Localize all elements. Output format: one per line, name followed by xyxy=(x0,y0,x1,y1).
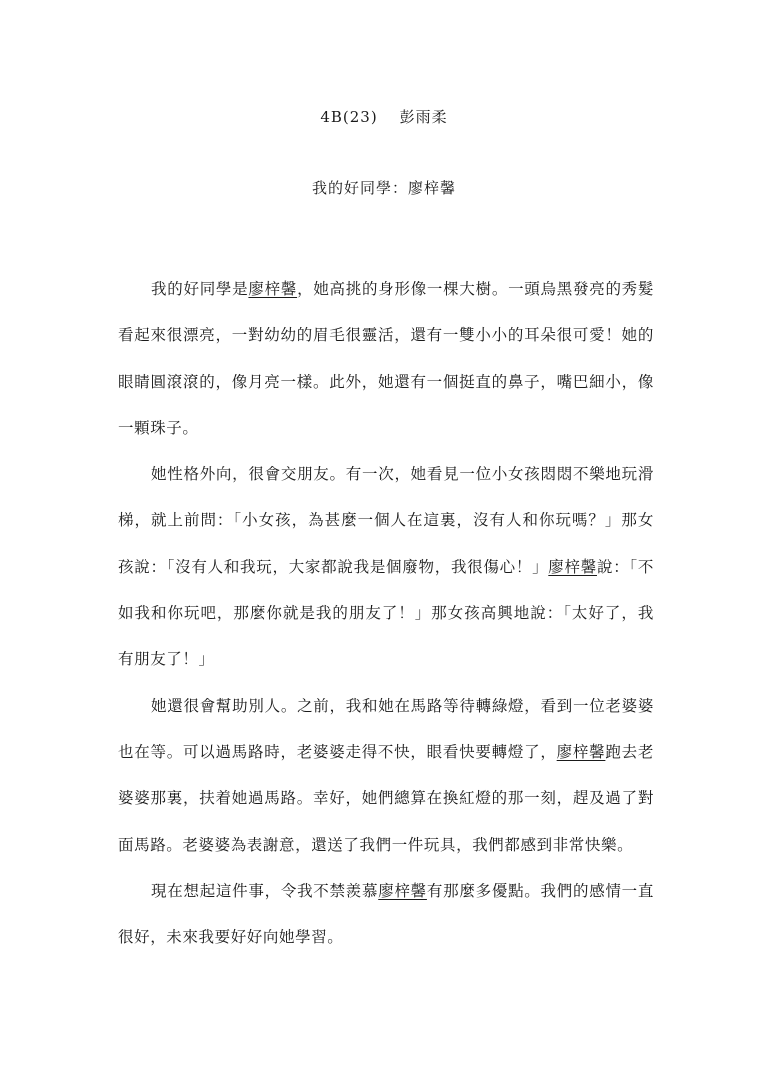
paragraph-3 xyxy=(118,683,654,868)
paragraph-text: 有那麼多優點。我們的感情一直很好，未來我要好好向她學習。 xyxy=(118,881,655,947)
paragraph-text: 她還很會幫助別人。之前，我和她在馬路等待轉綠燈，看到一位老婆婆也在等。可以過馬路時，老婆婆走得不快，眼看快要轉燈了， xyxy=(118,696,654,761)
essay-body xyxy=(118,266,654,960)
class-number: 4B(23) xyxy=(320,108,378,126)
paragraph-text: 她性格外向，很會交朋友。有一次，她看見一位小女孩悶悶不樂地玩滑梯，就上前問：「小女孩，為甚麼一個人在這裏，沒有人和你玩嗎？」那女孩說：「沒有人和我玩，大家都說我是個廢物，我很傷心！」 xyxy=(118,465,654,576)
underlined-name: 廖梓馨 xyxy=(248,280,298,298)
paragraph-2 xyxy=(118,451,654,682)
paragraph-text: 我的好同學是 xyxy=(151,280,249,298)
author-line xyxy=(0,106,768,127)
paragraph-4 xyxy=(118,868,654,961)
essay-title: 我的好同學：廖梓馨 xyxy=(311,179,456,197)
paragraph-text: ，她高挑的身形像一棵大樹。一頭烏黑發亮的秀髮看起來很漂亮，一對幼幼的眉毛很靈活，還有一雙小小的耳朵很可愛！她的眼睛圓滾滾的，像月亮一樣。此外，她還有一個挺直的鼻子，嘴巴細小，像一顆珠子。 xyxy=(118,280,655,437)
underlined-name: 廖梓馨 xyxy=(556,742,606,761)
underlined-name: 廖梓馨 xyxy=(548,557,597,576)
author-name: 彭雨柔 xyxy=(399,108,448,126)
paragraph-text: 說：「不如我和你玩吧，那麼你就是我的朋友了！」那女孩高興地說：「太好了，我有朋友了！」 xyxy=(118,557,654,669)
paragraph-1 xyxy=(118,266,654,451)
underlined-name: 廖梓馨 xyxy=(378,881,427,900)
paragraph-text: 跑去老婆婆那裏，扶着她過馬路。幸好，她們總算在換紅燈的那一刻，趕及過了對面馬路。老婆婆為表謝意，還送了我們一件玩具，我們都感到非常快樂。 xyxy=(118,742,654,854)
paragraph-text: 現在想起這件事，令我不禁羨慕 xyxy=(151,881,379,900)
